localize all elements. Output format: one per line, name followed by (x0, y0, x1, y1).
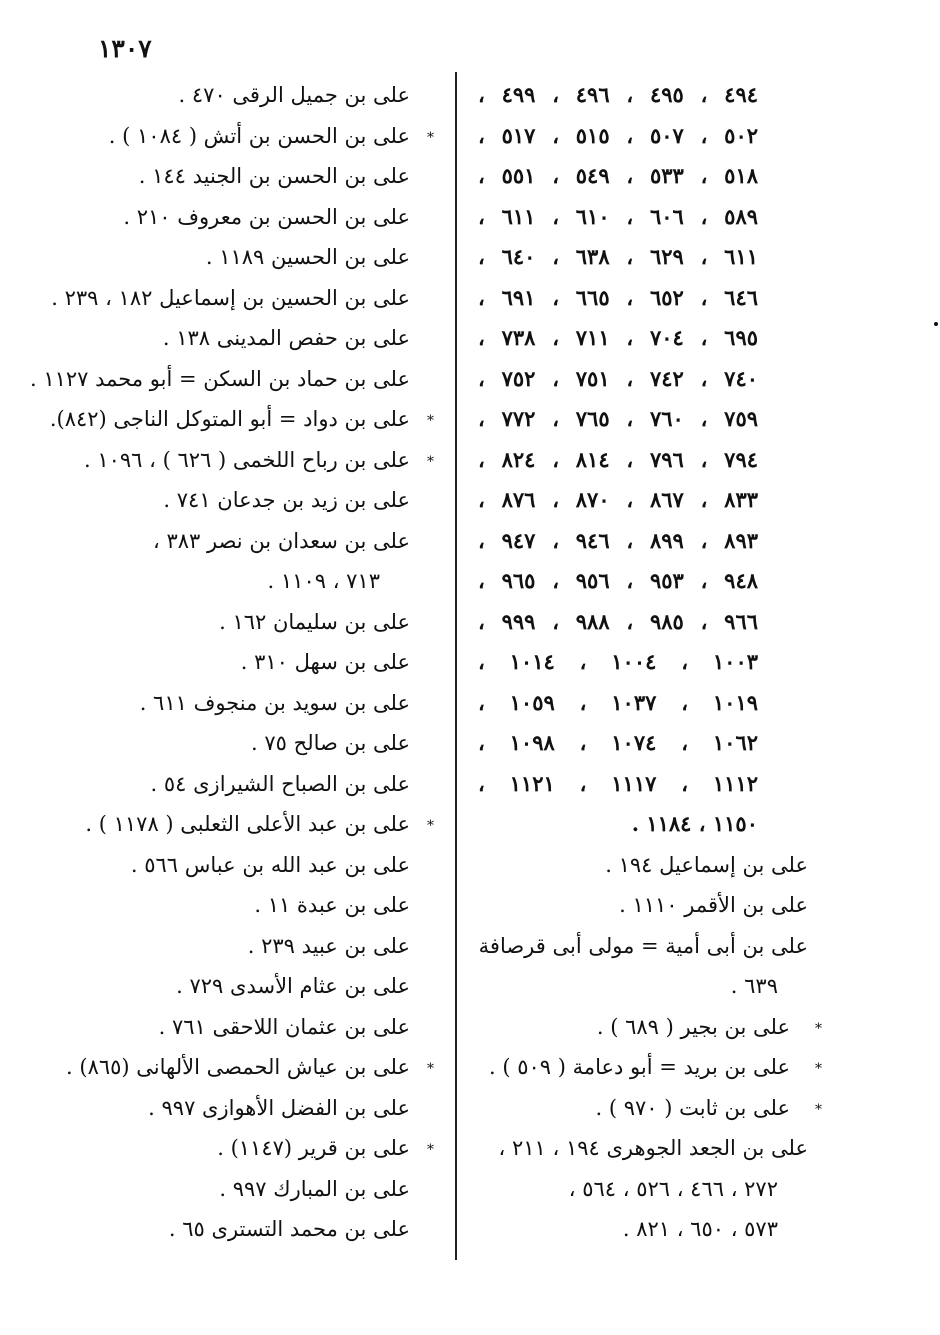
index-line-text: ١٠٠٣ ، ١٠٠٤ ، ١٠١٤ ، (478, 649, 759, 674)
index-line (51, 278, 440, 319)
index-line-text: ١٠١٩ ، ١٠٣٧ ، ١٠٥٩ ، (478, 689, 759, 715)
index-line (60, 75, 440, 116)
index-line-text: ٥٠٢ ، ٥٠٧ ، ٥١٥ ، ٥١٧ ، (478, 122, 759, 148)
index-line-text: ٧١٣ ، ١١٠٩ . (267, 569, 380, 593)
index-line (478, 521, 808, 562)
index-line (60, 156, 440, 197)
index-line (60, 197, 440, 238)
index-line (60, 804, 440, 845)
index-line (60, 1128, 440, 1169)
index-line-text: ٩٦٦ ، ٩٨٥ ، ٩٨٨ ، ٩٩٩ ، (478, 608, 759, 634)
index-line (478, 966, 808, 1007)
index-line (60, 561, 440, 602)
index-line-text: ٩٤٨ ، ٩٥٣ ، ٩٥٦ ، ٩٦٥ ، (478, 568, 759, 593)
index-line-text: ٦١١ ، ٦٢٩ ، ٦٣٨ ، ٦٤٠ ، (478, 244, 759, 269)
index-line-text: على بن دواد = أبو المتوكل الناجى (٨٤٢). (49, 407, 410, 431)
index-line (60, 440, 440, 481)
index-line (478, 1088, 822, 1129)
index-line-text: ٦٩٥ ، ٧٠٤ ، ٧١١ ، ٧٣٨ ، (478, 325, 759, 350)
index-line-text: على بن الفضل الأهوازى ٩٩٧ . (148, 1095, 410, 1120)
asterisk-marker-icon: * (815, 1101, 822, 1118)
index-line (60, 885, 440, 926)
index-line (60, 1047, 440, 1088)
index-line (60, 237, 440, 278)
index-line (60, 723, 440, 764)
index-line-text: على بن سويد بن منجوف ٦١١ . (139, 690, 410, 715)
index-line-text: على بن عبيد ٢٣٩ . (247, 933, 410, 958)
index-line (478, 885, 808, 926)
index-line (60, 1169, 440, 1210)
index-line-text: ٦٣٩ . (730, 974, 778, 998)
index-line-text: على بن الحسن بن أتش ( ١٠٨٤ ) . (108, 123, 410, 148)
index-line-text: على بن الحسن بن الجنيد ١٤٤ . (138, 164, 410, 188)
index-line-text: ٧٩٤ ، ٧٩٦ ، ٨١٤ ، ٨٢٤ ، (478, 446, 759, 472)
margin-dot (934, 322, 938, 326)
asterisk-marker-icon: * (427, 818, 434, 834)
index-line (478, 480, 808, 521)
index-line-text: على بن عبدة ١١ . (254, 893, 410, 917)
index-line-text: ٤٩٤ ، ٤٩٥ ، ٤٩٦ ، ٤٩٩ ، (478, 82, 759, 107)
index-line (478, 197, 808, 238)
column-divider (455, 72, 457, 1260)
index-line-text: على بن حفص المدينى ١٣٨ . (162, 326, 410, 350)
index-line-text: على بن أبى أمية = مولى أبى قرصافة (478, 933, 808, 958)
index-line (478, 359, 808, 400)
index-line-text: على بن الحسين ١١٨٩ . (205, 245, 410, 269)
index-line-text: على بن محمد التسترى ٦٥ . (168, 1217, 410, 1241)
index-line-text: ٧٥٩ ، ٧٦٠ ، ٧٦٥ ، ٧٧٢ ، (478, 406, 759, 431)
index-line-text: على بن عثمان اللاحقى ٧٦١ . (158, 1014, 410, 1039)
index-line (478, 683, 808, 724)
page-number: ١٣٠٧ (98, 34, 152, 63)
index-line-text: على بن ثابت ( ٩٧٠ ) . (595, 1095, 790, 1120)
index-line (478, 278, 808, 319)
asterisk-marker-icon: * (427, 453, 434, 470)
index-line-text: على بن الجعد الجوهرى ١٩٤ ، ٢١١ ، (498, 1136, 808, 1160)
index-line-text: على بن بريد = أبو دعامة ( ٥٠٩ ) . (488, 1055, 790, 1079)
asterisk-marker-icon: * (427, 1142, 434, 1158)
index-line-text: على بن صالح ٧٥ . (251, 731, 410, 755)
index-line (478, 642, 808, 683)
index-line (478, 1128, 808, 1169)
left-column (29, 75, 440, 1250)
index-line (29, 359, 440, 400)
index-line (478, 1209, 808, 1250)
index-line (60, 318, 440, 359)
index-line (60, 602, 440, 643)
index-line-text: على بن إسماعيل ١٩٤ . (605, 852, 808, 877)
index-line (60, 683, 440, 724)
index-line-text: على بن الحسن بن معروف ٢١٠ . (123, 204, 410, 229)
index-line (478, 440, 808, 481)
asterisk-marker-icon: * (427, 1061, 434, 1077)
index-line-text: على بن سليمان ١٦٢ . (219, 609, 410, 634)
index-line (478, 723, 808, 764)
index-line-text: على بن رباح اللخمى ( ٦٢٦ ) ، ١٠٩٦ . (83, 447, 410, 472)
index-line (478, 237, 808, 278)
index-line (60, 1088, 440, 1129)
index-line-text: على بن حماد بن السكن = أبو محمد ١١٢٧ . (29, 366, 410, 391)
index-line-text: ٦٤٦ ، ٦٥٢ ، ٦٦٥ ، ٦٩١ ، (478, 284, 759, 310)
index-line (478, 845, 808, 886)
index-line-text: ٢٧٢ ، ٤٦٦ ، ٥٢٦ ، ٥٦٤ ، (568, 1176, 778, 1201)
index-line (60, 1209, 440, 1250)
index-line-text: على بن بجير ( ٦٨٩ ) . (596, 1014, 790, 1039)
index-line (60, 764, 440, 805)
index-line-text: ١٠٦٢ ، ١٠٧٤ ، ١٠٩٨ ، (478, 730, 759, 755)
index-line (478, 399, 808, 440)
index-line-text: ١١١٢ ، ١١١٧ ، ١١٢١ ، (478, 770, 759, 796)
index-line (60, 642, 440, 683)
index-line-text: ٧٤٠ ، ٧٤٢ ، ٧٥١ ، ٧٥٢ ، (478, 365, 759, 391)
index-line-text: على بن عثام الأسدى ٧٢٩ . (176, 974, 410, 998)
index-line (60, 845, 440, 886)
index-line-text: على بن عياش الحمصى الألهانى (٨٦٥) . (66, 1055, 410, 1079)
index-line-text: على بن سعدان بن نصر ٣٨٣ ، (153, 528, 410, 553)
index-line (60, 966, 440, 1007)
index-line-text: ٥١٨ ، ٥٣٣ ، ٥٤٩ ، ٥٥١ ، (478, 163, 759, 188)
index-line-text: ٥٨٩ ، ٦٠٦ ، ٦١٠ ، ٦١١ ، (478, 203, 759, 229)
right-column (478, 75, 822, 1250)
index-line-text: ١١٥٠ ، ١١٨٤ . (631, 811, 758, 836)
index-line (478, 804, 808, 845)
index-line (478, 1169, 808, 1210)
index-line-text: ٨٩٣ ، ٨٩٩ ، ٩٤٦ ، ٩٤٧ ، (478, 527, 759, 553)
index-line-text: على بن عبد الأعلى الثعلبى ( ١١٧٨ ) . (85, 812, 410, 836)
index-line (478, 1007, 822, 1048)
index-line (478, 1047, 822, 1088)
index-line-text: على بن الصباح الشيرازى ٥٤ . (150, 771, 410, 796)
index-line (478, 926, 808, 967)
index-line (60, 116, 440, 157)
index-line (478, 116, 808, 157)
index-line (478, 318, 808, 359)
index-line-text: على بن الحسين بن إسماعيل ١٨٢ ، ٢٣٩ . (51, 285, 410, 310)
index-line (49, 399, 440, 440)
asterisk-marker-icon: * (815, 1020, 822, 1037)
index-line (60, 926, 440, 967)
index-line-text: ٥٧٣ ، ٦٥٠ ، ٨٢١ . (622, 1217, 778, 1241)
index-line-text: على بن عبد الله بن عباس ٥٦٦ . (130, 852, 410, 877)
asterisk-marker-icon: * (427, 413, 434, 429)
index-line-text: على بن المبارك ٩٩٧ . (219, 1176, 410, 1201)
index-line (478, 602, 808, 643)
index-line (478, 156, 808, 197)
index-line-text: على بن قرير (١١٤٧) . (217, 1136, 410, 1160)
index-line (478, 75, 808, 116)
index-line-text: على بن زيد بن جدعان ٧٤١ . (163, 488, 410, 512)
index-line (478, 561, 808, 602)
index-line-text: ٨٣٣ ، ٨٦٧ ، ٨٧٠ ، ٨٧٦ ، (478, 487, 759, 512)
index-line-text: على بن جميل الرقى ٤٧٠ . (178, 83, 410, 107)
index-line (60, 480, 440, 521)
index-line (60, 521, 440, 562)
index-line-text: على بن سهل ٣١٠ . (240, 650, 410, 674)
asterisk-marker-icon: * (815, 1061, 822, 1077)
index-line-text: على بن الأقمر ١١١٠ . (619, 893, 808, 917)
index-line (60, 1007, 440, 1048)
asterisk-marker-icon: * (427, 129, 434, 146)
index-line (478, 764, 808, 805)
